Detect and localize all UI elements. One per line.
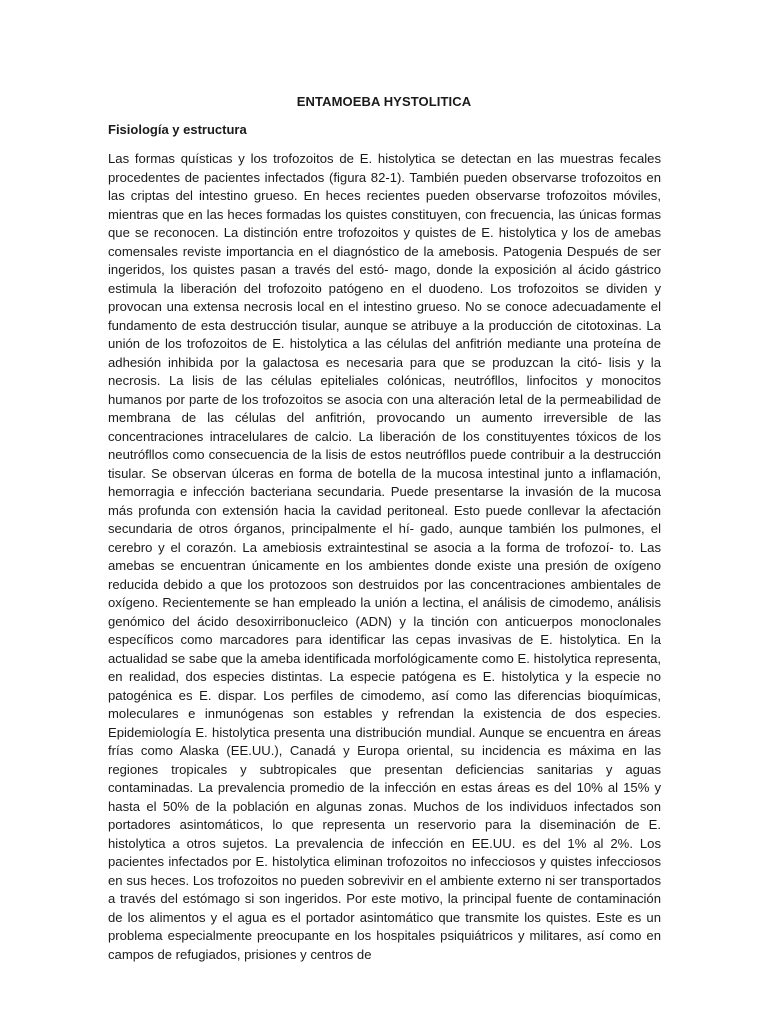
document-title: ENTAMOEBA HYSTOLITICA bbox=[296, 94, 472, 109]
body-paragraph: Las formas quísticas y los trofozoitos de E. histolytica se detectan en las muestras fecales procedentes de pacientes infectados (figura 82-1). También pueden observarse trofozoitos en las criptas del intestino grueso. En heces recientes pueden observarse trofozoitos móviles, mientras que en las heces formadas los quistes constituyen, con frecuencia, las únicas formas que se reconocen. La distinción entre trofozoitos y quistes de E. histolytica y los de amebas comensales reviste importancia en el diagnóstico de la amebosis. Patogenia Después de ser ingeridos, los quistes pasan a través del estó- mago, donde la exposición al ácido gástrico estimula la liberación del trofozoito patógeno en el duodeno. Los trofozoitos se dividen y provocan una extensa necrosis local en el intestino grueso. No se conoce adecuadamente el fundamento de esta destrucción tisular, aunque se atribuye a la producción de citotoxinas. La unión de los trofozoitos de E. histolytica a las células del anfitrión mediante una proteína de adhesión inhibida por la galactosa es necesaria para que se produzcan la citó- lisis y la necrosis. La lisis de las células epiteliales colónicas, neutrófllos, linfocitos y monocitos humanos por parte de los trofozoitos se asocia con una alteración letal de la permeabilidad de membrana de las células del anfitrión, provocando un aumento irreversible de las concentraciones intracelulares de calcio. La liberación de los constituyentes tóxicos de los neutrófllos como consecuencia de la lisis de estos neutrófllos puede contribuir a la destrucción tisular. Se observan úlceras en forma de botella de la mucosa intestinal junto a inflamación, hemorragia e infección bacteriana secundaria. Puede presentarse la invasión de la mucosa más profunda con extensión hacia la cavidad peritoneal. Esto puede conllevar la afectación secundaria de otros órganos, principalmente el hí- gado, aunque también los pulmones, el cerebro y el corazón. La amebiosis extraintestinal se asocia a la forma de trofozoí- to. Las amebas se encuentran únicamente en los ambientes donde existe una presión de oxígeno reducida debido a que los protozoos son destruidos por las concentraciones ambientales de oxígeno. Recientemente se han empleado la unión a lectina, el análisis de cimodemo, análisis genómico del ácido desoxirribonucleico (ADN) y la tinción con anticuerpos monoclonales específicos como marcadores para identificar las cepas invasivas de E. histolytica. En la actualidad se sabe que la ameba identificada morfológicamente como E. histolytica representa, en realidad, dos especies distintas. La especie patógena es E. histolytica y la especie no patogénica es E. dispar. Los perfiles de cimodemo, así como las diferencias bioquímicas, moleculares e inmunógenas son estables y refrendan la existencia de dos especies. Epidemiología E. histolytica presenta una distribución mundial. Aunque se encuentra en áreas frías como Alaska (EE.UU.), Canadá y Europa oriental, su incidencia es máxima en las regiones tropicales y subtropicales que presentan deficiencias sanitarias y aguas contaminadas. La prevalencia promedio de la infección en estas áreas es del 10% al 15% y hasta el 50% de la población en algunas zonas. Muchos de los individuos infectados son portadores asintomáticos, lo que representa un reservorio para la diseminación de E. histolytica a otros sujetos. La prevalencia de infección en EE.UU. es del 1% al 2%. Los pacientes infectados por E. histolytica eliminan trofozoitos no infecciosos y quistes infecciosos en sus heces. Los trofozoitos no pueden sobrevivir en el ambiente externo ni ser transportados a través del estómago si son ingeridos. Por este motivo, la principal fuente de contaminación de los alimentos y el agua es el portador asintomático que transmite los quistes. Este es un problema especialmente preocupante en los hospitales psiquiátricos y militares, así como en campos de refugiados, prisiones y centros de bbox=[108, 151, 661, 962]
section-heading: Fisiología y estructura bbox=[108, 122, 247, 137]
